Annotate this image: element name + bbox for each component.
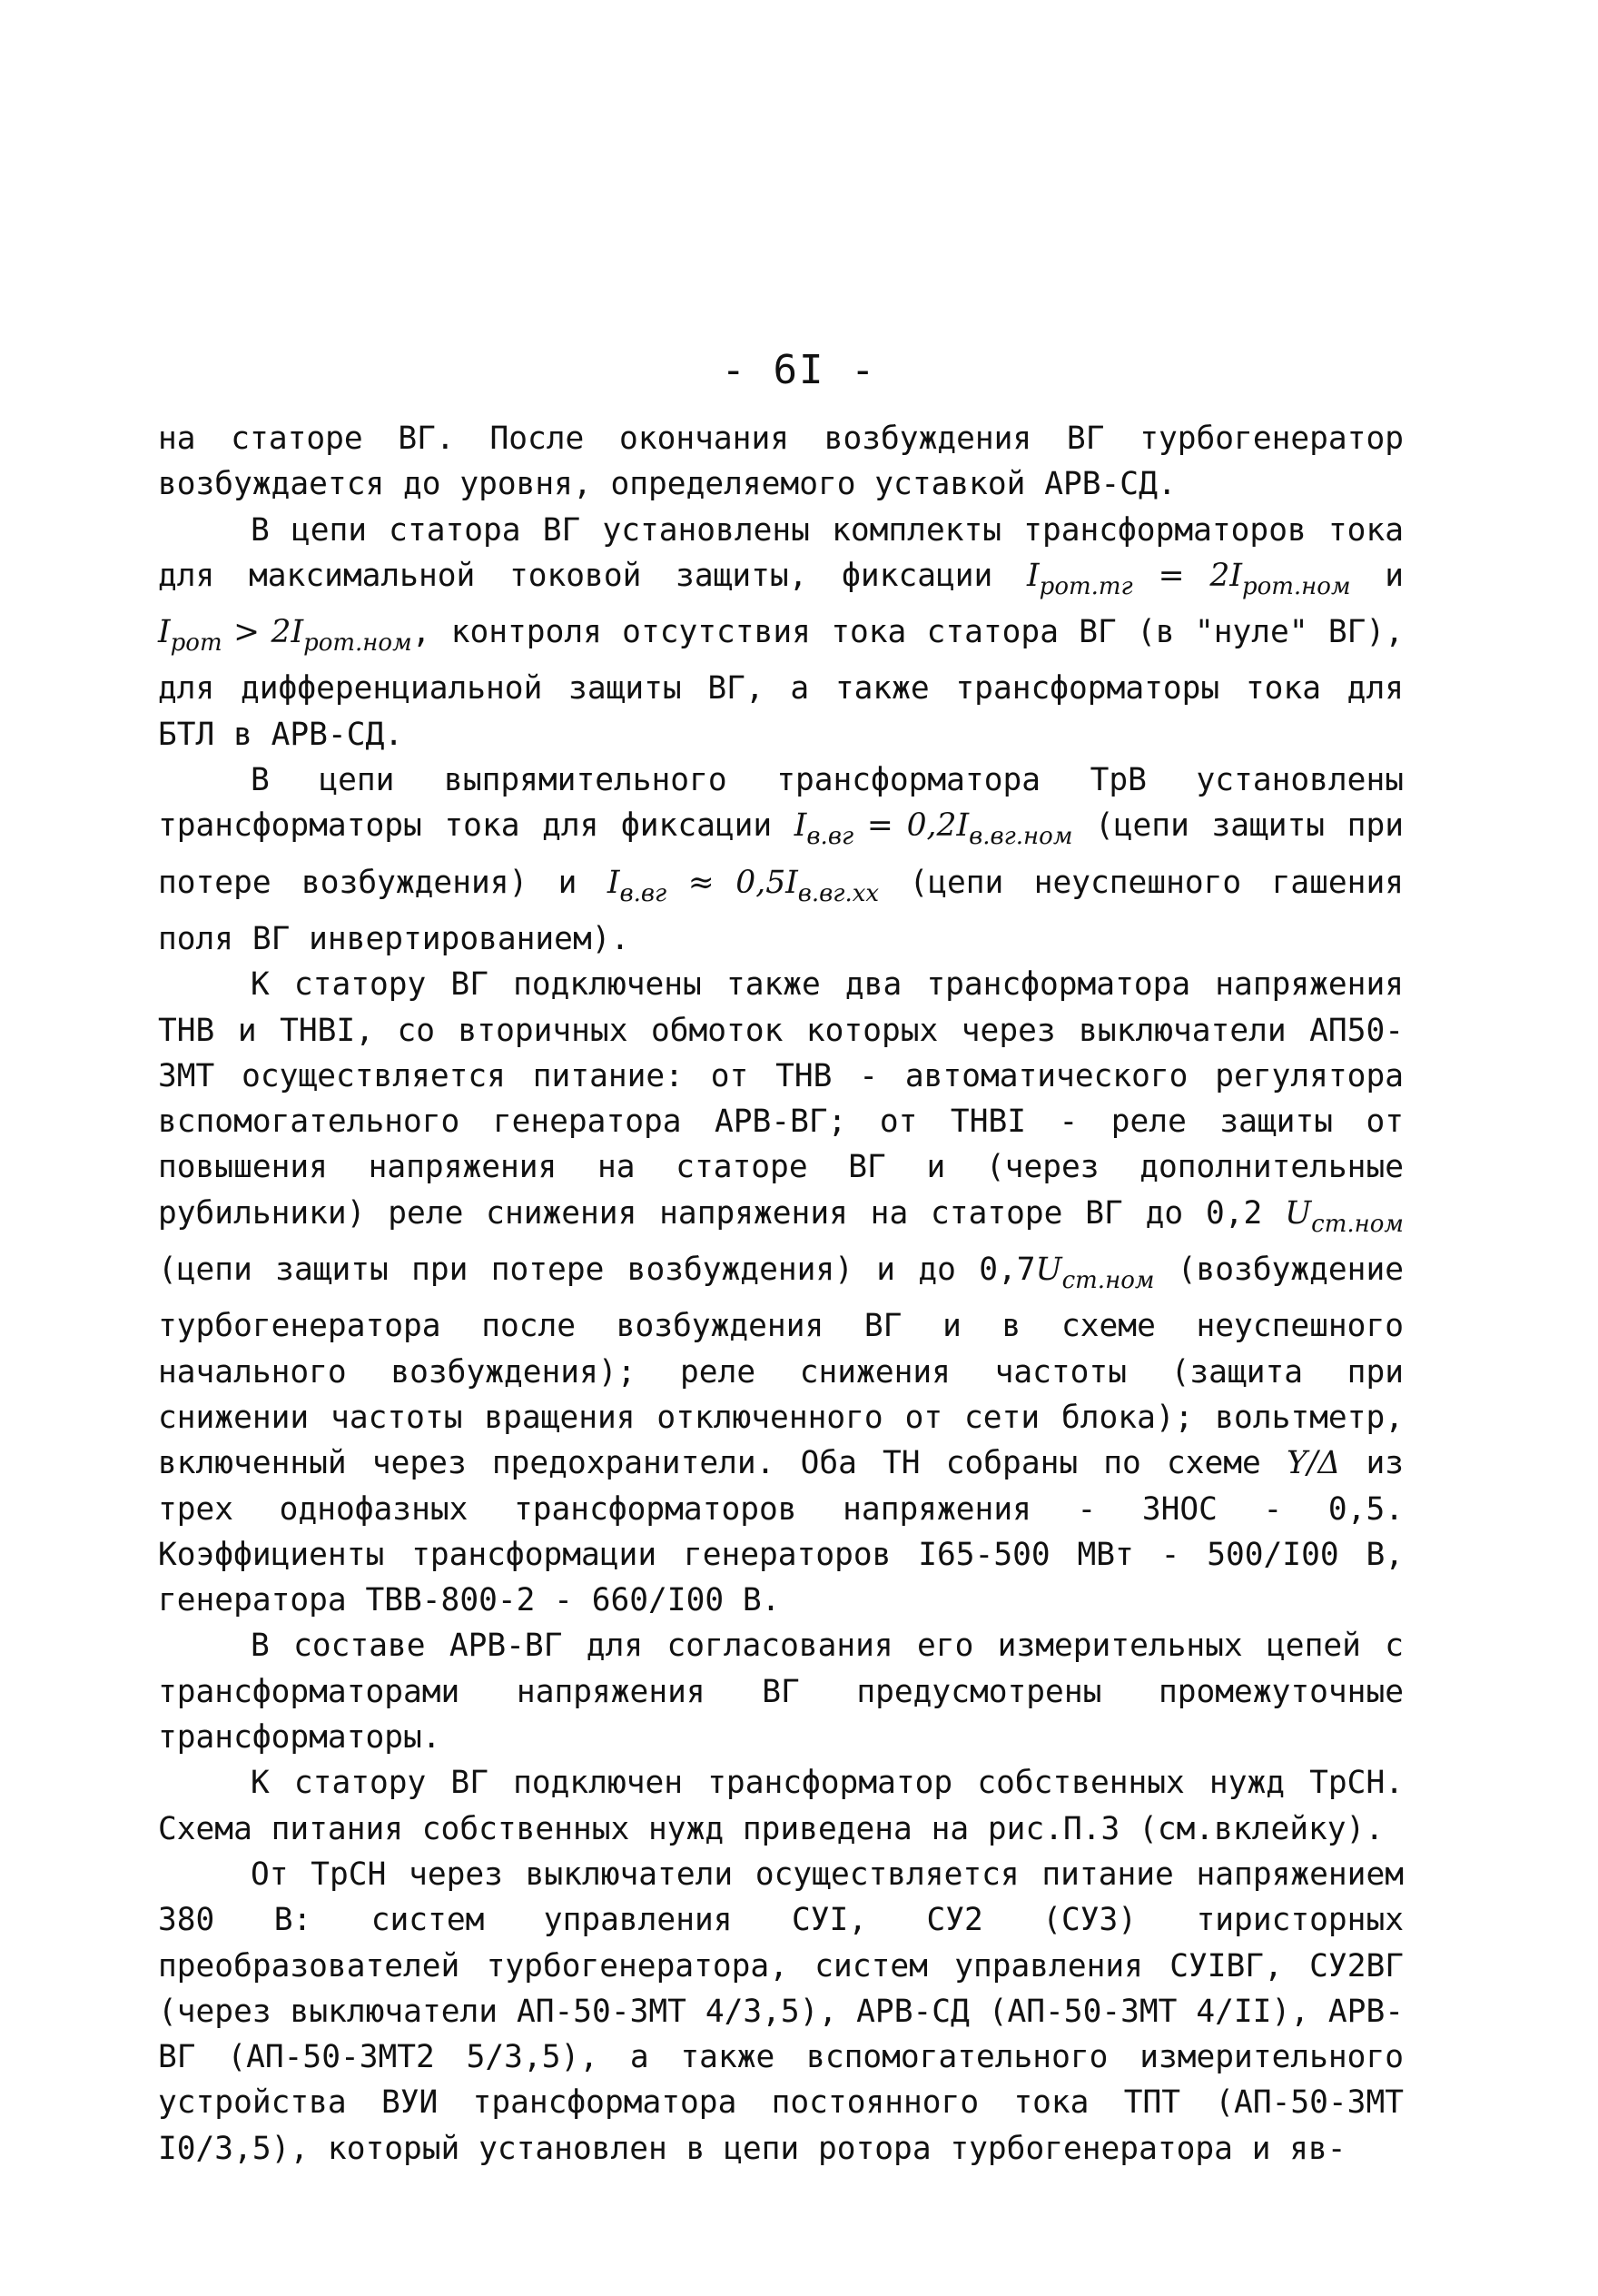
paragraph-3-text-3: (цепи неуспешного гашения поля ВГ инвертированием).: [158, 864, 1404, 957]
formula-i-v-vg-nom: $I_{в.вг} = 0,2I_{в.вг.ном}$: [794, 807, 1073, 851]
paragraph-3-text-2: (цепи защиты при потере возбуждения) и: [158, 807, 1404, 901]
body-text: [158, 416, 1404, 2172]
paragraph-4: [158, 962, 1404, 1623]
formula-y-delta: Y/Δ: [1286, 1445, 1341, 1482]
page-number: - 6I -: [721, 347, 877, 393]
paragraph-3: [158, 757, 1404, 962]
paragraph-1: на статоре ВГ. После окончания возбуждения ВГ турбогенератор возбуждается до уровня, определяемого уставкой АРВ-СД.: [158, 421, 1404, 503]
paragraph-4-text-2: (цепи защиты при потере возбуждения) и до 0,7: [158, 1252, 1036, 1289]
paragraph-6: К статору ВГ подключен трансформатор собственных нужд ТрСН. Схема питания собственных нужд приведена на рис.П.3 (см.вклейку).: [158, 1765, 1404, 1847]
paragraph-3-text-1: В цепи выпрямительного трансформатора ТрВ установлены трансформаторы тока для фиксации: [158, 762, 1404, 845]
paragraph-7: От ТрСН через выключатели осуществляется питание напряжением 380 В: систем управления СУI, СУ2 (СУ3) тиристорных преобразователей турбогенератора, систем управления СУIВГ, СУ2ВГ (через выключатели АП-50-3МТ 4/3,5), АРВ-СД (АП-50-3МТ 4/II), АРВ-ВГ (АП-50-3МТ2 5/3,5), а также вспомогательного измерительного устройства ВУИ трансформатора постоянного тока ТПТ (АП-50-3МТ I0/3,5), который установлен в цепи ротора турбогенератора и яв-: [158, 1856, 1404, 2167]
paragraph-4-text-4: из трех однофазных трансформаторов напряжения - ЗНОС - 0,5. Коэффициенты трансформации генераторов I65-500 МВт - 500/I00 В, генератора ТВВ-800-2 - 660/I00 В.: [158, 1445, 1405, 1619]
paragraph-2: [158, 508, 1404, 757]
formula-u-st-nom-2: $U_{ст.ном}$: [1035, 1252, 1155, 1295]
formula-i-rot: $I_{рот} > 2I_{рот.ном}$: [158, 614, 412, 658]
paragraph-5: В составе АРВ-ВГ для согласования его измерительных цепей с трансформаторами напряжения ВГ предусмотрены промежуточные трансформаторы.: [158, 1628, 1404, 1757]
paragraph-2-text-3: , контроля отсутствия тока статора ВГ (в "нуле" ВГ), для дифференциальной защиты ВГ, а также трансформаторы тока для БТЛ в АРВ-СД.: [158, 614, 1404, 753]
paragraph-4-text-3: (возбуждение турбогенератора после возбуждения ВГ и в схеме неуспешного начального возбуждения); реле снижения частоты (защита при снижении частоты вращения отключенного от сети блока); вольтметр, включенный через предохранители. Оба ТН собраны по схеме: [158, 1252, 1404, 1482]
paragraph-4-text-1: К статору ВГ подключены также два трансформатора напряжения ТНВ и ТНВI, со вторичных обмоток которых через выключатели АП50-3МТ осуществляется питание: от ТНВ - автоматического регулятора вспомогательного генератора АРВ-ВГ; от ТНВI - реле защиты от повышения напряжения на статоре ВГ и (через дополнительные рубильники) реле снижения напряжения на статоре ВГ до 0,2: [158, 966, 1404, 1232]
formula-u-st-nom-1: $U_{ст.ном}$: [1285, 1194, 1404, 1238]
formula-i-rot-tg: $I_{рот.тг} = 2I_{рот.ном}$: [1027, 557, 1351, 600]
paragraph-2-text-1: В цепи статора ВГ установлены комплекты трансформаторов тока для максимальной токовой защиты, фиксации: [158, 511, 1404, 594]
formula-i-v-vg-xx: $I_{в.вг} \approx 0,5I_{в.вг.хх}$: [607, 864, 880, 907]
paragraph-2-text-2: и: [1350, 557, 1405, 594]
